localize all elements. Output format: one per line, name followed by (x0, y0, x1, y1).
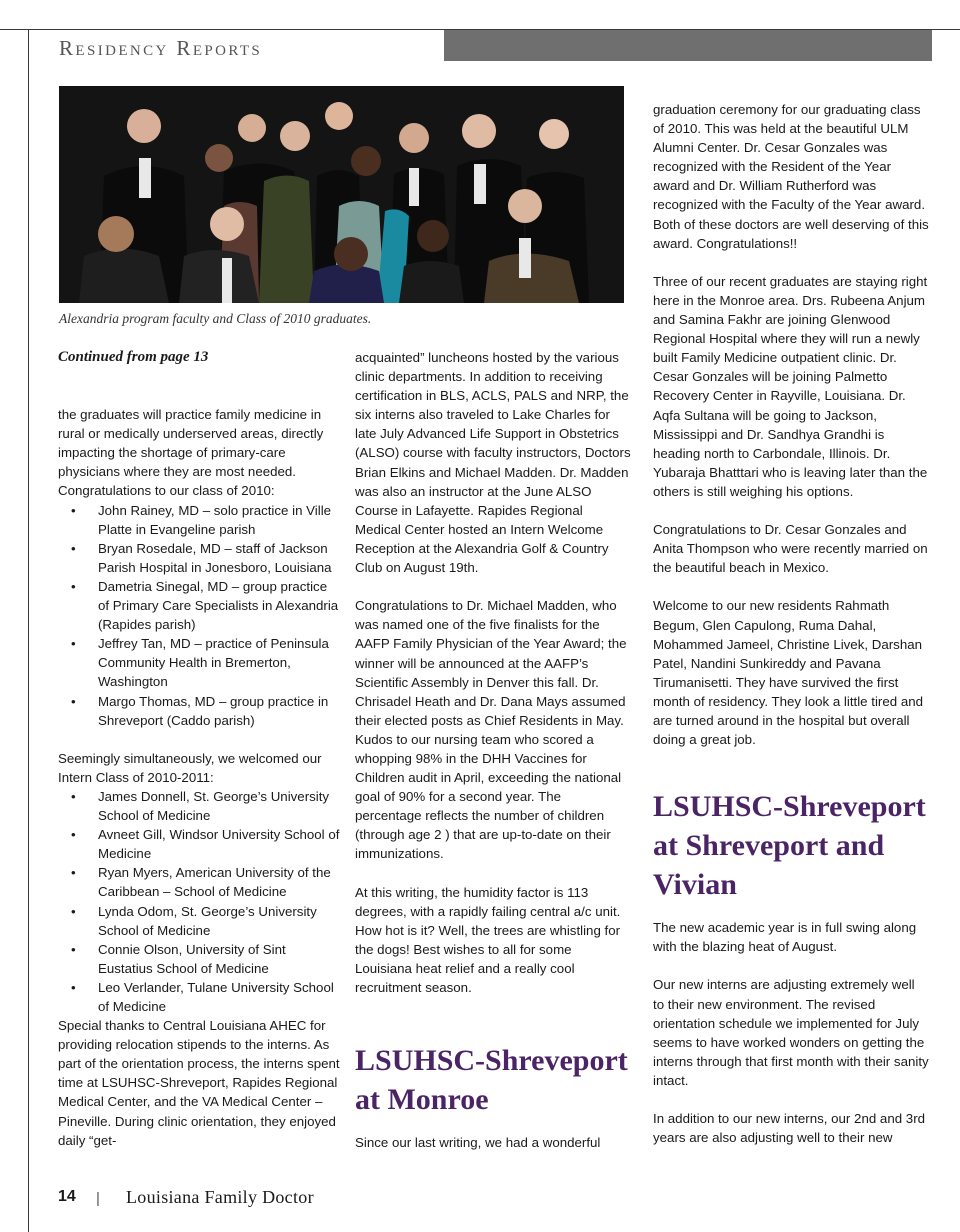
list-item: • Avneet Gill, Windsor University School of Medicine (58, 825, 340, 863)
column-2 (355, 348, 631, 1152)
list-item: • Ryan Myers, American University of the Caribbean – School of Medicine (58, 863, 340, 901)
page-number: 14 (58, 1188, 76, 1205)
paragraph: Seemingly simultaneously, we welcomed our Intern Class of 2010-2011: (58, 750, 322, 785)
photo-caption: Alexandria program faculty and Class of 2010 graduates. (59, 311, 372, 326)
paragraph: graduation ceremony for our graduating class of 2010. This was held at the beautiful ULM Alumni Center. Dr. Cesar Gonzales was recognized with the Resident of the Year award and Dr. William Rutherford was recognized with the Faculty of the Year award. Both of these doctors are well deserving of this award. Congratulations!! (653, 102, 929, 251)
paragraph: Our new interns are adjusting extremely well to their new environment. The revised orientation schedule we implemented for July seems to have worked wonders on getting the interns through that first month with their sanity intact. (653, 977, 929, 1088)
paragraph: acquainted” luncheons hosted by the various clinic departments. In addition to receiving certification in BLS, ACLS, PALS and NRP, the six interns also traveled to Lake Charles for late July Advanced Life Support in Obstetrics (ALSO) course with faculty instructors, Doctors Brian Elkins and Michael Madden. Dr. Madden was also an instructor at the June ALSO Course in Lafayette. Rapides Regional Medical Center hosted an Intern Welcome Reception at the Alexandria Golf & Country Club on August 19th. (355, 350, 631, 576)
column-1 (58, 348, 340, 1150)
list-item: • Connie Olson, University of Sint Eustatius School of Medicine (58, 940, 340, 978)
list-item: • Bryan Rosedale, MD – staff of Jackson Parish Hospital in Jonesboro, Louisiana (58, 539, 340, 577)
column-3 (653, 100, 929, 1147)
list-item: • Lynda Odom, St. George’s University School of Medicine (58, 902, 340, 940)
continued-note: Continued from page 13 (58, 349, 209, 365)
group-photo (59, 86, 624, 303)
paragraph: Three of our recent graduates are staying right here in the Monroe area. Drs. Rubeena Anjum and Samina Fakhr are joining Glenwood Regional Hospital where they will run a newly built Family Medicine outpatient clinic. Dr. Cesar Gonzales will be joining Palmetto Recovery Center in Rayville, Louisiana. Dr. Aqfa Sultana will be going to Jackson, Mississippi and Dr. Sandhya Grandhi is heading north to Carbondale, Illinois. Dr. Yubaraja Bhatttari who is leaving later than the others is still weighing his options. (653, 273, 928, 499)
list-item: • James Donnell, St. George’s University School of Medicine (58, 787, 340, 825)
paragraph: Congratulations to Dr. Cesar Gonzales and Anita Thompson who were recently married on the beautiful beach in Mexico. (653, 522, 928, 576)
paragraph: Welcome to our new residents Rahmath Begum, Glen Capulong, Ruma Dahal, Mohammed Jameel, Christine Livek, Darshan Patel, Nandini Sunkireddy and Pavana Tirumanisetti. They have survived the first month of residency. They look a little tired and are turned around in the hospital but overall doing a great job. (653, 598, 924, 748)
paragraph: Congratulations to Dr. Michael Madden, who was named one of the five finalists for the AAFP Family Physician of the Year Award; the winner will be announced at the AAFP’s Scientific Assembly in Denver this fall. Dr. Chrisadel Heath and Dr. Dana Mays assumed their elected posts as Chief Residents in May. Kudos to our nursing team who scored a whopping 98% in the DHH Vaccines for Children audit in April, exceeding the national goal of 90% for a second year. The percentage reflects the number of children (through age 2 ) that are up-to-date on their immunizations. (355, 598, 627, 862)
graduates-list (58, 501, 340, 730)
paragraph: Since our last writing, we had a wonderful (355, 1135, 601, 1151)
interns-list (58, 787, 340, 1016)
paragraph: The new academic year is in full swing along with the blazing heat of August. (653, 920, 917, 955)
section-heading: LSUHSC-Shreveport at Monroe (355, 1044, 628, 1117)
list-item: • John Rainey, MD – solo practice in Ville Platte in Evangeline parish (58, 501, 340, 539)
paragraph: the graduates will practice family medicine in rural or medically underserved areas, directly impacting the shortage of primary-care physicians where they are most needed. Congratulations to our class of 2010: (58, 407, 324, 499)
list-item: • Margo Thomas, MD – group practice in Shreveport (Caddo parish) (58, 692, 340, 730)
paragraph: At this writing, the humidity factor is 113 degrees, with a rapidly failing central a/c unit. How hot is it? Well, the trees are whistling for the dogs! Best wishes to all for some Louisiana heat relief and a really cool recruitment season. (355, 884, 621, 996)
footer-separator: | (96, 1190, 100, 1207)
section-heading: LSUHSC-Shreveport at Shreveport and Vivian (653, 790, 926, 902)
list-item: • Leo Verlander, Tulane University School of Medicine (58, 978, 340, 1016)
list-item: • Dametria Sinegal, MD – group practice of Primary Care Specialists in Alexandria (Rapides parish) (58, 577, 340, 634)
magazine-title: Louisiana Family Doctor (126, 1187, 314, 1207)
list-item: • Jeffrey Tan, MD – practice of Peninsula Community Health in Bremerton, Washington (58, 634, 340, 691)
header-band (444, 30, 932, 61)
section-title: Residency Reports (59, 36, 263, 60)
left-margin-rule (28, 29, 29, 1232)
paragraph: Special thanks to Central Louisiana AHEC for providing relocation stipends to the interns. As part of the orientation process, the interns spent time at LSUHSC-Shreveport, Rapides Regional Medical Center, and the VA Medical Center – Pineville. During clinic orientation, they enjoyed daily “get- (58, 1018, 340, 1148)
paragraph: In addition to our new interns, our 2nd and 3rd years are also adjusting well to their new (653, 1111, 926, 1146)
